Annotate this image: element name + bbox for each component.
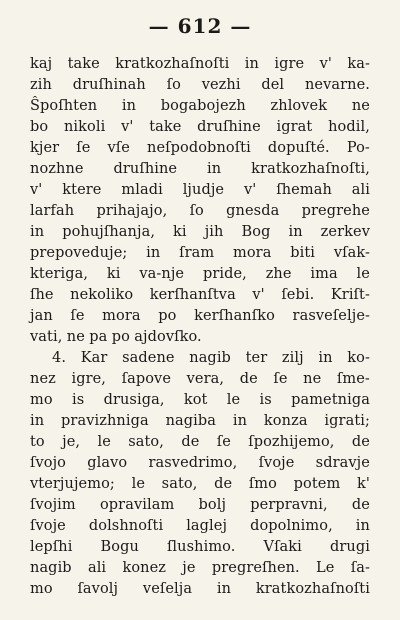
word: mora <box>233 245 272 261</box>
word: de <box>351 497 370 513</box>
text-line <box>30 243 370 264</box>
word: ljudje <box>182 182 225 198</box>
word: in <box>355 518 370 534</box>
word: zerkev <box>320 224 370 240</box>
word: ter <box>245 350 268 366</box>
word: kratkozhaſnoſti, <box>251 161 370 177</box>
word: jan <box>30 308 53 324</box>
word: take <box>67 56 100 72</box>
word: ſa- <box>350 560 370 576</box>
text-line <box>30 348 370 369</box>
word: vſak- <box>333 245 370 261</box>
word: sato, <box>161 476 198 492</box>
word: konez <box>122 560 167 576</box>
word: v' <box>319 56 332 72</box>
word: biti <box>290 245 316 261</box>
word: kerſhanſko <box>194 308 275 324</box>
text-line <box>30 222 370 243</box>
text-line <box>30 264 370 285</box>
word: rasveſelje- <box>292 308 370 324</box>
text-line <box>30 96 370 117</box>
word: v' <box>121 119 134 135</box>
word: bogabojezh <box>160 98 246 114</box>
text-line <box>30 474 370 495</box>
word: ki <box>173 224 187 240</box>
word: igre <box>274 56 305 72</box>
text-line <box>30 159 370 180</box>
word: de <box>351 434 370 450</box>
word: in <box>216 581 232 597</box>
word: po <box>158 308 177 324</box>
word: larfah <box>30 203 75 219</box>
text-line <box>30 558 370 579</box>
word: is <box>71 392 85 408</box>
word: perpravni, <box>250 497 328 513</box>
text-line <box>30 369 370 390</box>
word: ſmo <box>248 476 277 492</box>
text-line <box>30 495 370 516</box>
word: Bog <box>241 224 271 240</box>
text-line <box>30 54 370 75</box>
word: kerſhanſtva <box>149 287 236 303</box>
word: je, <box>62 434 81 450</box>
word: zhe <box>265 266 292 282</box>
word: le <box>131 476 145 492</box>
text-line <box>30 138 370 159</box>
word: sadene <box>122 350 175 366</box>
word: ne <box>66 329 85 345</box>
word: zhlovek <box>270 98 328 114</box>
word: ki <box>106 266 121 282</box>
word: druſhine <box>113 161 178 177</box>
word: le <box>356 266 370 282</box>
word: ne <box>351 98 370 114</box>
word: bolj <box>198 497 227 513</box>
word: kratkozhaſnoſti <box>255 581 370 597</box>
word: drusiga, <box>103 392 165 408</box>
word: nagiba <box>165 413 217 429</box>
word: zih <box>30 77 52 93</box>
word: vera, <box>186 371 225 387</box>
word: v' <box>30 182 43 198</box>
word: sdravje <box>315 455 370 471</box>
word: po <box>111 329 130 345</box>
word: pametniga <box>291 392 370 408</box>
word: Bogu <box>100 539 139 555</box>
word: ſavolj <box>77 581 119 597</box>
word: kratkozhaſnoſti <box>115 56 230 72</box>
word: prihajajo, <box>96 203 168 219</box>
word: nikoli <box>63 119 106 135</box>
word: in <box>146 245 161 261</box>
word: jih <box>204 224 224 240</box>
word: vterjujemo; <box>30 476 115 492</box>
word: vati, <box>30 329 63 345</box>
word: ſe <box>76 140 91 156</box>
word: kjer <box>30 140 60 156</box>
word: nevarne. <box>304 77 370 93</box>
word: vezhi <box>201 77 241 93</box>
word: sato, <box>128 434 164 450</box>
text-line <box>30 117 370 138</box>
word: del <box>261 77 285 93</box>
text-line <box>30 390 370 411</box>
word: ſebi. <box>281 287 315 303</box>
word: ka- <box>347 56 370 72</box>
word: kot <box>183 392 208 408</box>
word: 4. <box>52 350 67 366</box>
word: dopolnimo, <box>250 518 333 534</box>
word: ſhe <box>30 287 54 303</box>
word: neſpodobnoſti <box>147 140 251 156</box>
word: prepoveduje; <box>30 245 128 261</box>
word: vſe <box>107 140 130 156</box>
word: igre, <box>71 371 107 387</box>
word: in <box>318 350 333 366</box>
word: veſelja <box>142 581 193 597</box>
word: ſvojim <box>30 497 76 513</box>
word: de <box>214 476 233 492</box>
word: opravilam <box>99 497 175 513</box>
word: nagib <box>30 560 72 576</box>
word: mladi <box>121 182 163 198</box>
text-line <box>30 453 370 474</box>
text-line <box>30 579 370 600</box>
word: ima <box>310 266 338 282</box>
word: kaj <box>30 56 53 72</box>
word: de <box>239 371 258 387</box>
word: in <box>244 56 259 72</box>
word: ſlushimo. <box>166 539 236 555</box>
word: nozhne <box>30 161 84 177</box>
word: ſvoje <box>30 518 66 534</box>
word: laglej <box>186 518 228 534</box>
text-line <box>30 327 370 348</box>
word: ſram <box>179 245 215 261</box>
word: pravizhniga <box>61 413 149 429</box>
text-line <box>30 180 370 201</box>
word: drugi <box>329 539 370 555</box>
word: ſhemah <box>276 182 332 198</box>
word: mora <box>102 308 141 324</box>
word: in <box>121 98 137 114</box>
word: Vſaki <box>263 539 302 555</box>
word: take <box>149 119 182 135</box>
word: ajdovſko. <box>134 329 202 345</box>
word: mo <box>30 581 53 597</box>
word: ſe <box>216 434 231 450</box>
word: ktere <box>62 182 102 198</box>
word: pa <box>89 329 108 345</box>
word: ſe <box>273 371 288 387</box>
word: potem <box>293 476 341 492</box>
word: nez <box>30 371 56 387</box>
word: is <box>259 392 272 408</box>
word: ſe <box>70 308 85 324</box>
word: dolshnoſti <box>88 518 164 534</box>
word: pohujſhanja, <box>62 224 156 240</box>
word: in <box>30 224 45 240</box>
word: in <box>232 413 248 429</box>
word: zilj <box>281 350 304 366</box>
word: Ŝpoſhten <box>30 98 98 114</box>
text-line <box>30 285 370 306</box>
text-line <box>30 537 370 558</box>
text-line <box>30 516 370 537</box>
word: ſvoje <box>258 455 295 471</box>
word: to <box>30 434 45 450</box>
word: mo <box>30 392 53 408</box>
word: ſpozhijemo, <box>248 434 335 450</box>
word: Le <box>316 560 335 576</box>
word: kteriga, <box>30 266 89 282</box>
word: de <box>181 434 200 450</box>
word: Kar <box>80 350 108 366</box>
text-line <box>30 306 370 327</box>
text-line <box>30 432 370 453</box>
body-text <box>30 54 370 600</box>
word: bo <box>30 119 49 135</box>
word: le <box>226 392 241 408</box>
word: ali <box>87 560 107 576</box>
word: v' <box>252 287 265 303</box>
word: va-nje <box>139 266 185 282</box>
word: ſo <box>166 77 181 93</box>
word: hodil, <box>328 119 370 135</box>
text-line <box>30 75 370 96</box>
word: ali <box>351 182 370 198</box>
word: gnesda <box>226 203 280 219</box>
word: Po- <box>346 140 370 156</box>
word: je <box>182 560 196 576</box>
word: ſvojo <box>30 455 67 471</box>
word: v' <box>244 182 257 198</box>
text-line <box>30 411 370 432</box>
word: ne <box>303 371 322 387</box>
word: rasvedrimo, <box>148 455 238 471</box>
word: pregreſhen. <box>211 560 300 576</box>
word: lepſhi <box>30 539 73 555</box>
word: pregrehe <box>301 203 370 219</box>
word: druſhine <box>197 119 261 135</box>
word: igrat <box>276 119 313 135</box>
word: ſme- <box>336 371 370 387</box>
page-number: — 612 — <box>148 14 252 38</box>
word: pride, <box>202 266 247 282</box>
word: ſapove <box>121 371 172 387</box>
word: nagib <box>189 350 231 366</box>
word: le <box>97 434 111 450</box>
word: konza <box>263 413 308 429</box>
word: k' <box>356 476 370 492</box>
word: in <box>288 224 303 240</box>
word: in <box>30 413 45 429</box>
word: in <box>207 161 222 177</box>
word: glavo <box>87 455 128 471</box>
word: druſhinah <box>72 77 146 93</box>
text-line <box>30 201 370 222</box>
word: dopuſté. <box>267 140 330 156</box>
word: igrati; <box>324 413 370 429</box>
word: nekoliko <box>70 287 134 303</box>
word: Kriſt- <box>330 287 370 303</box>
word: ko- <box>347 350 370 366</box>
word: ſo <box>189 203 204 219</box>
